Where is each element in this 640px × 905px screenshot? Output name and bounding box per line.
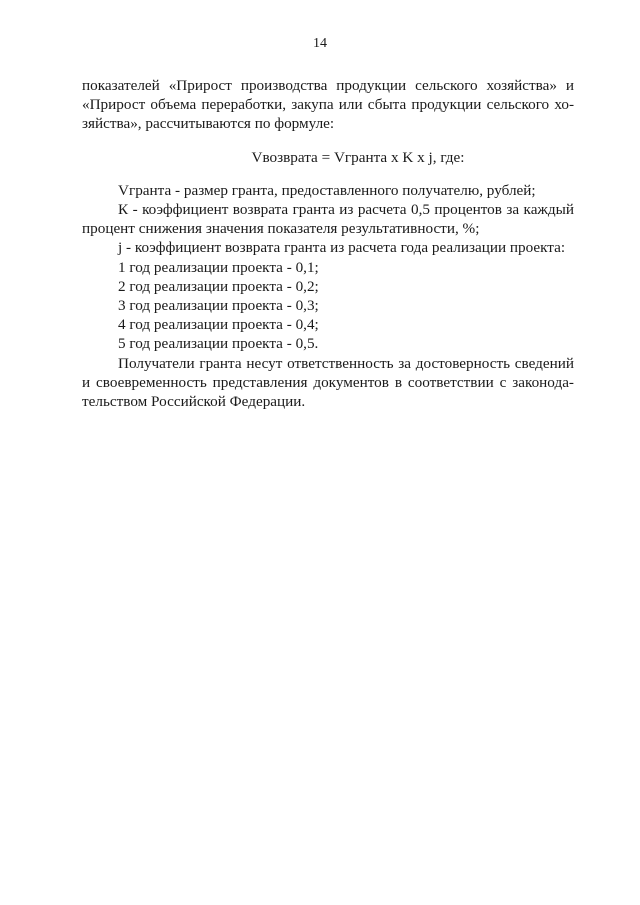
intro-line-2: «Прирост объема переработки, закупа или сбыта продукции сельского хо- <box>82 96 574 114</box>
year-coefficient-3: 3 год реализации проекта - 0,3; <box>118 297 319 315</box>
definitions <box>82 181 574 354</box>
intro-line-3: зяйства», рассчитываются по формуле: <box>82 115 335 133</box>
closing-line-3: тельством Российской Федерации. <box>82 393 306 411</box>
formula: Vвозврата = Vгранта x K x j, где: <box>251 148 465 166</box>
intro-line-1: показателей «Прирост производства продукции сельского хозяйства» и <box>82 77 574 94</box>
definition-j: j - коэффициент возврата гранта из расчета года реализации проекта: <box>118 239 566 257</box>
definition-k-line-2: процент снижения значения показателя результативности, %; <box>82 220 480 238</box>
closing-line-2: и своевременность представления документов в соответствии с законода- <box>82 373 574 391</box>
page-number: 14 <box>313 36 327 51</box>
closing-line-1: Получатели гранта несут ответственность за достоверность сведений <box>118 354 574 372</box>
definition-k-line-1: К - коэффициент возврата гранта из расчета 0,5 процентов за каждый <box>118 201 574 219</box>
document-body <box>82 76 574 411</box>
year-coefficient-2: 2 год реализации проекта - 0,2; <box>118 277 319 295</box>
intro-paragraph <box>82 76 574 134</box>
year-coefficient-5: 5 год реализации проекта - 0,5. <box>118 335 319 353</box>
year-coefficient-4: 4 год реализации проекта - 0,4; <box>118 316 319 334</box>
definition-v-grant: Vгранта - размер гранта, предоставленного получателю, рублей; <box>118 181 536 199</box>
closing-paragraph <box>82 354 574 412</box>
year-coefficient-1: 1 год реализации проекта - 0,1; <box>118 258 319 276</box>
